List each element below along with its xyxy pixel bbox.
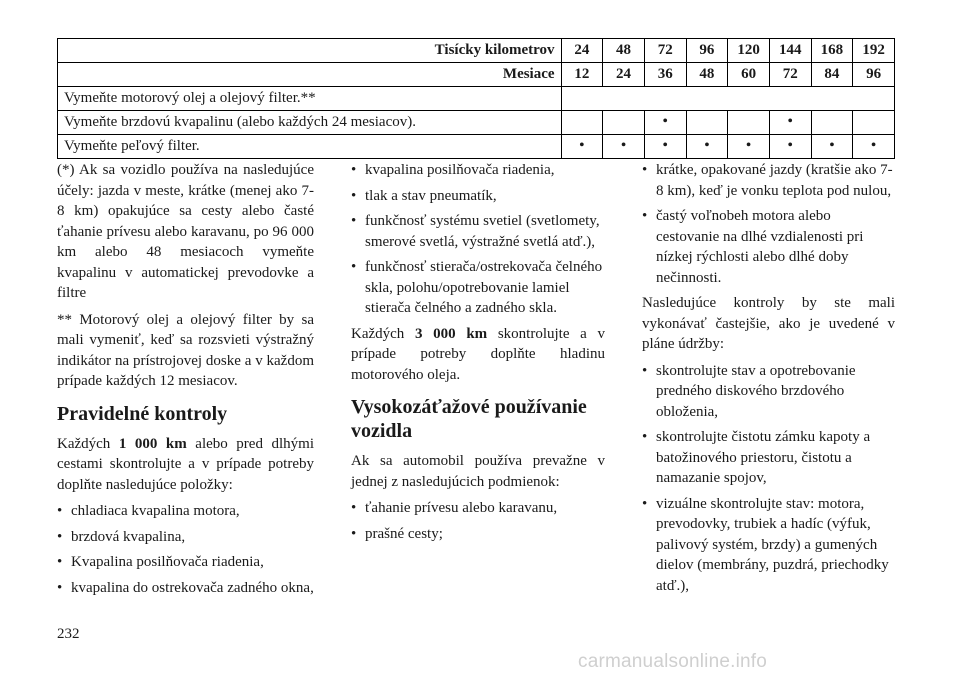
bullet-icon: • <box>57 579 63 596</box>
paragraph-text: Každých <box>351 325 415 342</box>
schedule-dot: • <box>853 135 895 159</box>
table-row <box>58 135 895 159</box>
table-row <box>58 87 895 111</box>
bullet-icon: • <box>642 362 648 379</box>
list-item <box>351 498 605 519</box>
list-item-text: kvapalina posilňovača riadenia, <box>365 162 555 178</box>
schedule-cell <box>853 111 895 135</box>
months-cell: 96 <box>853 63 895 87</box>
list-item <box>351 211 605 252</box>
bullet-icon: • <box>642 495 648 512</box>
table-row <box>58 111 895 135</box>
schedule-dot: • <box>603 135 645 159</box>
list-item <box>351 160 605 181</box>
list-item-text: funkčnosť stierača/ostrekovača čelného skla, polohu/opotrebovanie lamiel stierača čelného a zadného skla. <box>365 259 603 316</box>
list-item <box>57 552 314 573</box>
schedule-cell <box>686 111 728 135</box>
bullet-icon: • <box>57 528 63 545</box>
list-item-text: krátke, opakované jazdy (kratšie ako 7-8 km), keď je vonku teplota pod nulou, <box>656 162 893 199</box>
bullet-icon: • <box>351 525 357 542</box>
footnote-automatic-transmission: (*) Ak sa vozidlo používa na nasledujúce účely: jazda v meste, krátke (menej ako 7-8 km) opakujúce sa cesty alebo časté ťahanie prívesu alebo karavanu, po 96 000 km alebo 48 mesiacoch vymeňte kvapalinu v automatickej prevodovke a filtre <box>57 162 314 301</box>
list-item <box>642 494 895 597</box>
bullet-icon: • <box>642 429 648 445</box>
list-item <box>642 361 895 423</box>
maintenance-schedule-table <box>57 38 895 159</box>
list-item <box>351 257 605 319</box>
months-row-label: Mesiace <box>58 63 562 87</box>
table-item-label: Vymeňte brzdovú kvapalinu (alebo každých 24 mesiacov). <box>58 111 562 135</box>
list-item-text: chladiaca kvapalina motora, <box>71 503 240 519</box>
list-item <box>642 160 895 201</box>
list-item-text: vizuálne skontrolujte stav: motora, prevodovky, trubiek a hadíc (výfuk, palivový systém, brzdy) a gumených dielov (membrány, puzdrá, priechodky atď.), <box>656 495 889 594</box>
schedule-dot: • <box>728 135 770 159</box>
table-header-km-row <box>58 39 895 63</box>
empty-schedule-cell <box>561 87 894 111</box>
bullet-icon: • <box>351 187 357 204</box>
text-column-3 <box>642 160 895 601</box>
frequent-checks-intro: Nasledujúce kontroly by ste mali vykonávať častejšie, ako je uvedené v pláne údržby: <box>642 295 895 352</box>
list-item-text: častý voľnobeh motora alebo cestovanie na dlhé vzdialenosti pri nízkej rýchlosti alebo dlhé doby nečinnosti. <box>656 208 864 286</box>
heavy-use-intro: Ak sa automobil používa prevažne v jednej z nasledujúcich podmienok: <box>351 453 605 490</box>
schedule-cell <box>811 111 853 135</box>
text-column-2 <box>351 160 605 549</box>
list-item-text: brzdová kvapalina, <box>71 528 186 545</box>
watermark: carmanualsonline.info <box>578 651 768 672</box>
months-cell: 72 <box>769 63 811 87</box>
intro-text: Každých <box>57 435 119 452</box>
list-item <box>57 527 314 548</box>
section-heading-heavy-use: Vysokozáťažové používanie vozidla <box>351 396 587 442</box>
bullet-icon: • <box>57 503 63 519</box>
km-cell: 168 <box>811 39 853 63</box>
months-cell: 24 <box>603 63 645 87</box>
footnote-engine-oil: ** Motorový olej a olejový filter by sa mali vymeniť, keď sa rozsvieti výstražný indikátor na prístrojovej doske a v každom prípade každých 12 mesiacov. <box>57 311 314 389</box>
months-cell: 12 <box>561 63 603 87</box>
months-cell: 48 <box>686 63 728 87</box>
intro-text: alebo pred dlhými cestami skontrolujte a v prípade potreby doplňte nasledujúce položky: <box>57 435 314 493</box>
table-item-label: Vymeňte motorový olej a olejový filter.** <box>58 87 562 111</box>
schedule-cell <box>603 111 645 135</box>
bullet-icon: • <box>57 554 63 570</box>
schedule-cell <box>728 111 770 135</box>
interval-value: 3 000 km <box>414 325 488 342</box>
list-item <box>642 427 895 489</box>
bullet-icon: • <box>351 162 357 178</box>
km-cell: 144 <box>769 39 811 63</box>
list-item-text: skontrolujte stav a opotrebovanie predného diskového brzdového obloženia, <box>656 362 856 420</box>
schedule-dot: • <box>769 135 811 159</box>
interval-value: 1 000 km <box>118 435 187 452</box>
km-cell: 24 <box>561 39 603 63</box>
bullet-icon: • <box>351 213 357 229</box>
table-header-months-row <box>58 63 895 87</box>
months-cell: 36 <box>644 63 686 87</box>
schedule-cell <box>561 111 603 135</box>
text-column-1 <box>57 160 314 603</box>
bullet-icon: • <box>351 259 357 275</box>
list-item <box>351 524 605 545</box>
list-item <box>57 501 314 522</box>
schedule-dot: • <box>811 135 853 159</box>
list-item-text: kvapalina do ostrekovača zadného okna, <box>71 579 314 596</box>
list-item <box>57 578 314 599</box>
months-cell: 60 <box>728 63 770 87</box>
list-item-text: Kvapalina posilňovača riadenia, <box>71 554 264 570</box>
section-heading-regular-checks: Pravidelné kontroly <box>57 402 228 425</box>
km-cell: 192 <box>853 39 895 63</box>
list-item <box>351 186 605 207</box>
oil-check-paragraph <box>351 324 605 386</box>
km-cell: 48 <box>603 39 645 63</box>
list-item <box>642 206 895 288</box>
km-cell: 96 <box>686 39 728 63</box>
regular-checks-intro <box>57 434 314 496</box>
months-cell: 84 <box>811 63 853 87</box>
bullet-icon: • <box>351 500 357 516</box>
list-item-text: prašné cesty; <box>365 525 443 542</box>
bullet-icon: • <box>642 162 648 178</box>
km-cell: 72 <box>644 39 686 63</box>
schedule-dot: • <box>769 111 811 135</box>
list-item-text: funkčnosť systému svetiel (svetlomety, smerové svetlá, výstražné svetlá atď.), <box>365 213 600 250</box>
bullet-icon: • <box>642 208 648 224</box>
list-item-text: skontrolujte čistotu zámku kapoty a batožinového priestoru, čistotu a namazanie spojov, <box>656 429 871 486</box>
schedule-dot: • <box>561 135 603 159</box>
km-row-label: Tisícky kilometrov <box>58 39 562 63</box>
table-item-label: Vymeňte peľový filter. <box>58 135 562 159</box>
page-number: 232 <box>57 626 80 642</box>
list-item-text: ťahanie prívesu alebo karavanu, <box>365 500 558 516</box>
schedule-dot: • <box>644 135 686 159</box>
paragraph-text: skontrolujte a v prípade potreby doplňte hladinu motorového oleja. <box>351 325 605 383</box>
km-cell: 120 <box>728 39 770 63</box>
schedule-dot: • <box>644 111 686 135</box>
schedule-dot: • <box>686 135 728 159</box>
list-item-text: tlak a stav pneumatík, <box>365 187 497 204</box>
